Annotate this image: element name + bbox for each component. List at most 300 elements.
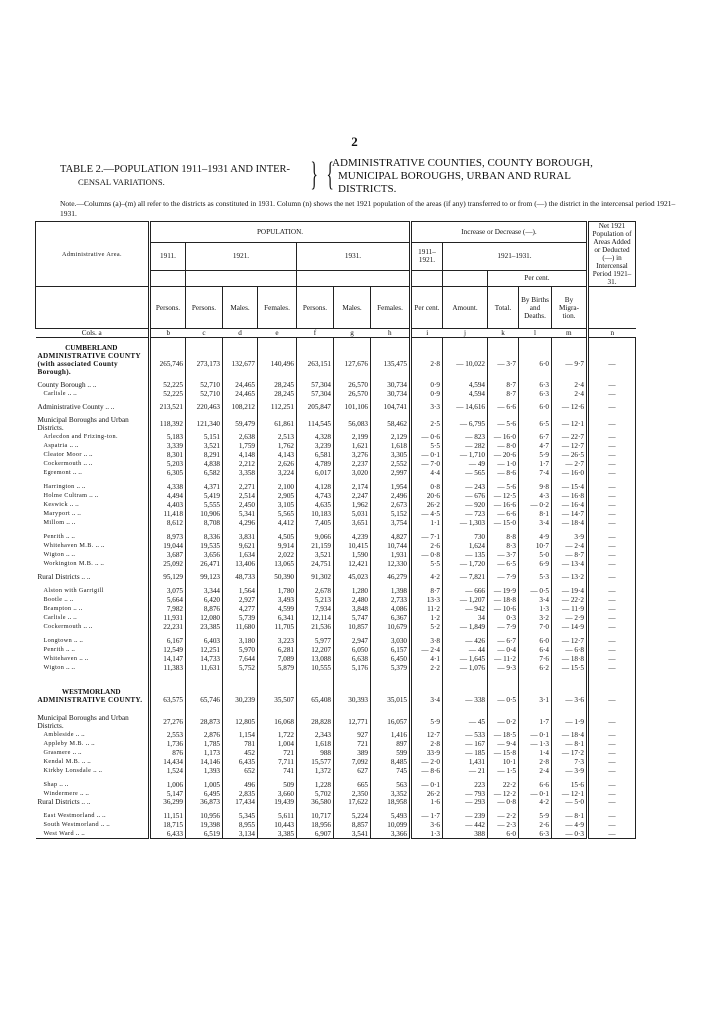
- cell-g: 3,020: [334, 468, 371, 477]
- cell-b: 5,183: [150, 432, 186, 441]
- table-title-line-1: TABLE 2.—POPULATION 1911–1931 AND INTER-: [60, 164, 291, 175]
- row-label-text: South Westmorland: [43, 821, 100, 828]
- cell-f: [297, 682, 334, 696]
- cell-k: 8·3: [488, 541, 519, 550]
- header-females-1931: Females.: [371, 287, 411, 329]
- cell-g: 2,247: [334, 491, 371, 500]
- row-label: [36, 381, 150, 389]
- cell-e: 2,100: [258, 482, 297, 491]
- cell-n: —: [588, 789, 636, 798]
- cell-f: 6,017: [297, 468, 334, 477]
- cell-d: 9,621: [223, 541, 258, 550]
- cell-i: 11·2: [411, 604, 443, 613]
- cell-b: 63,575: [150, 696, 186, 704]
- cell-k: — 6·5: [488, 559, 519, 568]
- cell-m: 3·9: [552, 532, 588, 541]
- cell-e: 2,513: [258, 432, 297, 441]
- row-label: [36, 509, 150, 518]
- cell-m: — 13·4: [552, 559, 588, 568]
- cell-i: [411, 682, 443, 696]
- row-label: [36, 730, 150, 739]
- cell-c: 99,123: [186, 573, 223, 581]
- table-scope-line-1: ADMINISTRATIVE COUNTIES, COUNTY BOROUGH,: [332, 157, 593, 169]
- cell-j: — 1,076: [443, 663, 488, 672]
- cell-i: — 2·4: [411, 645, 443, 654]
- row-label-text: Penrith: [43, 646, 65, 653]
- cell-e: 3,385: [258, 829, 297, 839]
- cell-e: 3,493: [258, 595, 297, 604]
- cell-h: 2,673: [371, 500, 411, 509]
- cell-e: 1,762: [258, 441, 297, 450]
- leader-dots: .. ..: [71, 468, 82, 476]
- cell-l: — 1·3: [519, 739, 552, 748]
- cell-c: 6,420: [186, 595, 223, 604]
- cell-l: 6·0: [519, 403, 552, 411]
- cell-j: — 185: [443, 748, 488, 757]
- cell-m: — 15·4: [552, 482, 588, 491]
- cell-i: — 2·0: [411, 757, 443, 766]
- cell-i: 12·7: [411, 730, 443, 739]
- cell-g: 5,176: [334, 663, 371, 672]
- header-males-1921: Males.: [223, 287, 258, 329]
- cell-c: 12,080: [186, 613, 223, 622]
- cell-j: — 1,207: [443, 595, 488, 604]
- cell-b: 3,687: [150, 550, 186, 559]
- row-label-text: Cleator Moor: [43, 451, 82, 458]
- cell-d: 12,805: [223, 714, 258, 730]
- cell-k: — 20·6: [488, 450, 519, 459]
- col-letter-h: h: [371, 329, 411, 338]
- cell-f: 36,580: [297, 798, 334, 806]
- cell-h: 5,152: [371, 509, 411, 518]
- cell-d: 3,358: [223, 468, 258, 477]
- cell-f: 57,304: [297, 381, 334, 389]
- cell-h: [371, 682, 411, 696]
- cell-n: —: [588, 541, 636, 550]
- cell-c: 2,876: [186, 730, 223, 739]
- cell-b: 1,736: [150, 739, 186, 748]
- cell-g: 3,541: [334, 829, 371, 839]
- cell-d: 1,759: [223, 441, 258, 450]
- cell-h: 1,416: [371, 730, 411, 739]
- cell-l: 6·3: [519, 389, 552, 398]
- cell-b: 95,129: [150, 573, 186, 581]
- cell-d: 5,970: [223, 645, 258, 654]
- leader-dots: .. ..: [79, 798, 91, 806]
- cell-l: — 0·5: [519, 586, 552, 595]
- cell-c: 12,251: [186, 645, 223, 654]
- cell-m: — 16·4: [552, 500, 588, 509]
- cell-d: 2,212: [223, 459, 258, 468]
- cell-m: — 14·7: [552, 509, 588, 518]
- cell-g: 2,947: [334, 636, 371, 645]
- cell-f: 5,702: [297, 789, 334, 798]
- cell-i: 26·2: [411, 789, 443, 798]
- cell-d: 2,638: [223, 432, 258, 441]
- cell-b: 2,553: [150, 730, 186, 739]
- cell-g: 56,083: [334, 416, 371, 432]
- cell-i: 4·2: [411, 573, 443, 581]
- cell-i: 5·5: [411, 559, 443, 568]
- row-label-text: Holme Cultram: [43, 492, 88, 499]
- cell-d: 7,644: [223, 654, 258, 663]
- table-title-line-2: CENSAL VARIATIONS.: [78, 177, 165, 187]
- table-row: [36, 441, 636, 450]
- table-row: [36, 389, 636, 398]
- cell-j: 223: [443, 780, 488, 789]
- cell-i: — 0·6: [411, 432, 443, 441]
- population-table: [35, 221, 636, 839]
- row-label: [36, 595, 150, 604]
- cell-d: 132,677: [223, 352, 258, 376]
- col-letter-b: b: [150, 329, 186, 338]
- cell-f: 21,536: [297, 622, 334, 631]
- leader-dots: .. ..: [67, 500, 79, 508]
- cell-g: 1,280: [334, 586, 371, 595]
- header-per-cent-group: Per cent.: [488, 270, 588, 286]
- cell-k: 0·3: [488, 613, 519, 622]
- cell-j: — 45: [443, 714, 488, 730]
- leader-dots: .. ..: [64, 532, 75, 540]
- cell-l: 3·4: [519, 595, 552, 604]
- cell-n: —: [588, 696, 636, 704]
- cell-m: [552, 338, 588, 353]
- cell-m: — 9·7: [552, 352, 588, 376]
- cell-m: — 12·7: [552, 636, 588, 645]
- row-label: [36, 829, 150, 839]
- cell-i: — 0·8: [411, 550, 443, 559]
- cell-m: — 8·7: [552, 550, 588, 559]
- cell-g: 3,848: [334, 604, 371, 613]
- cell-k: — 6·6: [488, 403, 519, 411]
- table-row: [36, 500, 636, 509]
- cell-h: 6,157: [371, 645, 411, 654]
- cell-h: 16,057: [371, 714, 411, 730]
- cell-n: —: [588, 500, 636, 509]
- table-row: [36, 432, 636, 441]
- cell-k: — 9·3: [488, 663, 519, 672]
- cell-g: 1,590: [334, 550, 371, 559]
- cell-n: —: [588, 663, 636, 672]
- row-label: [36, 403, 150, 411]
- cell-m: — 22·2: [552, 595, 588, 604]
- cell-k: — 8·6: [488, 468, 519, 477]
- cell-e: 4,143: [258, 450, 297, 459]
- cell-g: 4,239: [334, 532, 371, 541]
- cell-c: 5,555: [186, 500, 223, 509]
- cell-b: 8,973: [150, 532, 186, 541]
- row-label-text: Harrington: [43, 483, 75, 490]
- cell-b: 7,982: [150, 604, 186, 613]
- cell-l: 7·6: [519, 654, 552, 663]
- table-title: [60, 163, 310, 189]
- cell-c: 6,403: [186, 636, 223, 645]
- row-label: [36, 586, 150, 595]
- cell-b: 8,612: [150, 518, 186, 527]
- cell-m: — 6·8: [552, 645, 588, 654]
- cell-n: —: [588, 459, 636, 468]
- cell-j: — 49: [443, 459, 488, 468]
- cell-c: 220,463: [186, 403, 223, 411]
- row-label: [36, 482, 150, 491]
- cell-e: 5,879: [258, 663, 297, 672]
- cell-g: 2,350: [334, 789, 371, 798]
- cell-h: 12,330: [371, 559, 411, 568]
- cell-c: 65,746: [186, 696, 223, 704]
- table-row: [36, 730, 636, 739]
- cell-d: 4,296: [223, 518, 258, 527]
- cell-n: [588, 338, 636, 353]
- cell-d: 3,134: [223, 829, 258, 839]
- cell-g: 1,621: [334, 441, 371, 450]
- cell-f: 10,717: [297, 811, 334, 820]
- cell-m: — 18·4: [552, 730, 588, 739]
- cell-l: 4·2: [519, 798, 552, 806]
- row-label: [36, 500, 150, 509]
- col-letter-f: f: [297, 329, 334, 338]
- cell-j: — 21: [443, 766, 488, 775]
- cell-f: 263,151: [297, 352, 334, 376]
- row-label: [36, 389, 150, 398]
- header-1921: 1921.: [186, 243, 297, 271]
- cell-j: — 239: [443, 811, 488, 820]
- cell-n: [588, 682, 636, 696]
- cell-j: — 7,821: [443, 573, 488, 581]
- cell-k: — 0·2: [488, 714, 519, 730]
- row-label: [36, 352, 150, 376]
- table-row: [36, 663, 636, 672]
- cell-d: 8,955: [223, 820, 258, 829]
- cell-g: 26,570: [334, 381, 371, 389]
- cell-m: — 12·6: [552, 403, 588, 411]
- cell-h: 745: [371, 766, 411, 775]
- table-row: [36, 714, 636, 730]
- cell-g: 2,174: [334, 482, 371, 491]
- header-increase: Increase or Decrease (—).: [411, 222, 588, 243]
- cell-n: —: [588, 595, 636, 604]
- table-row: [36, 645, 636, 654]
- cell-f: 91,302: [297, 573, 334, 581]
- cell-l: 6·4: [519, 645, 552, 654]
- cell-c: 273,173: [186, 352, 223, 376]
- cell-m: — 11·9: [552, 604, 588, 613]
- cell-n: —: [588, 829, 636, 839]
- cell-l: [519, 682, 552, 696]
- cell-b: 18,715: [150, 820, 186, 829]
- cell-n: —: [588, 532, 636, 541]
- table-row: [36, 491, 636, 500]
- cell-c: 19,398: [186, 820, 223, 829]
- cell-c: 8,291: [186, 450, 223, 459]
- cell-h: 135,475: [371, 352, 411, 376]
- cell-j: — 442: [443, 820, 488, 829]
- cell-m: — 5·0: [552, 798, 588, 806]
- cell-m: — 18·4: [552, 518, 588, 527]
- row-label-text: Arlecdon and Frizing-ton.: [43, 433, 118, 440]
- cell-e: 50,390: [258, 573, 297, 581]
- table-row: [36, 541, 636, 550]
- cell-k: [488, 338, 519, 353]
- cell-d: 24,465: [223, 389, 258, 398]
- cell-c: 4,371: [186, 482, 223, 491]
- cell-e: 9,914: [258, 541, 297, 550]
- cell-j: — 338: [443, 696, 488, 704]
- cell-e: 3,105: [258, 500, 297, 509]
- cell-h: 3,352: [371, 789, 411, 798]
- cell-g: 101,106: [334, 403, 371, 411]
- cell-e: 5,611: [258, 811, 297, 820]
- cell-e: 3,660: [258, 789, 297, 798]
- cell-n: —: [588, 389, 636, 398]
- cell-i: — 4·5: [411, 509, 443, 518]
- cell-d: 2,450: [223, 500, 258, 509]
- cell-h: 30,734: [371, 389, 411, 398]
- cell-f: 13,088: [297, 654, 334, 663]
- cell-d: 781: [223, 739, 258, 748]
- cell-i: 3·6: [411, 820, 443, 829]
- cell-n: —: [588, 714, 636, 730]
- cell-h: 3,754: [371, 518, 411, 527]
- cell-j: 34: [443, 613, 488, 622]
- table-row: [36, 586, 636, 595]
- row-label-text: Grasmere: [43, 749, 71, 756]
- cell-l: [519, 338, 552, 353]
- cell-e: 4,412: [258, 518, 297, 527]
- row-label-text: Rural Districts: [37, 573, 80, 581]
- cell-k: 8·8: [488, 532, 519, 541]
- cell-l: 5·9: [519, 811, 552, 820]
- cell-f: 205,847: [297, 403, 334, 411]
- cell-d: 59,479: [223, 416, 258, 432]
- cell-f: 1,228: [297, 780, 334, 789]
- cell-l: 5·3: [519, 573, 552, 581]
- cell-j: — 10,022: [443, 352, 488, 376]
- leader-dots: .. ..: [94, 811, 106, 819]
- cell-m: — 16·0: [552, 468, 588, 477]
- cell-f: 2,678: [297, 586, 334, 595]
- cell-d: 652: [223, 766, 258, 775]
- row-label-text: Aspatria: [43, 442, 68, 449]
- cell-f: 24,751: [297, 559, 334, 568]
- cell-e: 2,905: [258, 491, 297, 500]
- header-1931: 1931.: [297, 243, 411, 271]
- cell-k: — 5·6: [488, 482, 519, 491]
- cell-k: — 0·8: [488, 798, 519, 806]
- cell-b: 4,403: [150, 500, 186, 509]
- cell-f: 12,207: [297, 645, 334, 654]
- cell-l: — 0·1: [519, 789, 552, 798]
- cell-f: 4,635: [297, 500, 334, 509]
- table-row: [36, 550, 636, 559]
- cell-h: 30,734: [371, 381, 411, 389]
- leader-dots: .. ..: [64, 663, 75, 671]
- cell-g: 30,393: [334, 696, 371, 704]
- table-row: [36, 766, 636, 775]
- cell-n: —: [588, 381, 636, 389]
- cell-d: 1,564: [223, 586, 258, 595]
- row-label: [36, 780, 150, 789]
- cell-b: 213,521: [150, 403, 186, 411]
- cell-h: 2,496: [371, 491, 411, 500]
- cell-n: —: [588, 518, 636, 527]
- cell-j: — 243: [443, 482, 488, 491]
- cell-k: [488, 682, 519, 696]
- cell-c: 36,873: [186, 798, 223, 806]
- cell-n: —: [588, 573, 636, 581]
- cell-i: 13·3: [411, 595, 443, 604]
- cell-j: — 676: [443, 491, 488, 500]
- cell-f: 6,581: [297, 450, 334, 459]
- cell-g: 10,857: [334, 622, 371, 631]
- row-label: [36, 789, 150, 798]
- cell-i: 3·3: [411, 403, 443, 411]
- cell-c: 28,873: [186, 714, 223, 730]
- cell-g: 3,276: [334, 450, 371, 459]
- cell-d: [223, 338, 258, 353]
- row-label-text: Whitehaven M.B.: [43, 542, 94, 549]
- row-label: [36, 550, 150, 559]
- cell-n: —: [588, 450, 636, 459]
- cell-d: 13,406: [223, 559, 258, 568]
- leader-dots: .. ..: [91, 766, 103, 774]
- row-label-text: Municipal Boroughs and Urban Districts.: [37, 416, 129, 432]
- row-label-text: Bootle: [43, 596, 63, 603]
- row-label: [36, 518, 150, 527]
- cell-j: 730: [443, 532, 488, 541]
- cell-i: — 7·1: [411, 532, 443, 541]
- leader-dots: .. ..: [99, 820, 110, 828]
- table-row: [36, 509, 636, 518]
- cell-l: 7·0: [519, 622, 552, 631]
- cell-i: 3·8: [411, 636, 443, 645]
- row-label-text: Longtown: [43, 637, 73, 644]
- cell-f: 4,743: [297, 491, 334, 500]
- row-label: [36, 696, 150, 704]
- cell-f: [297, 338, 334, 353]
- cell-c: 52,710: [186, 389, 223, 398]
- cell-j: — 723: [443, 509, 488, 518]
- cell-j: — 1,849: [443, 622, 488, 631]
- leader-dots: .. ..: [57, 780, 69, 788]
- row-label: [36, 432, 150, 441]
- row-label-text: Ambleside: [43, 731, 74, 738]
- cell-l: 3·2: [519, 613, 552, 622]
- cell-f: 10,183: [297, 509, 334, 518]
- cell-j: — 1,720: [443, 559, 488, 568]
- cell-l: 6·5: [519, 416, 552, 432]
- cell-b: 36,299: [150, 798, 186, 806]
- cell-b: 6,167: [150, 636, 186, 645]
- cell-h: 2,997: [371, 468, 411, 477]
- cell-n: —: [588, 820, 636, 829]
- cell-f: 4,789: [297, 459, 334, 468]
- col-letter-k: k: [488, 329, 519, 338]
- cell-f: 1,372: [297, 766, 334, 775]
- cell-g: 5,224: [334, 811, 371, 820]
- cell-e: 2,022: [258, 550, 297, 559]
- table-row: [36, 613, 636, 622]
- table-scope-line-3: DISTRICTS.: [338, 183, 397, 195]
- cell-l: 4·7: [519, 441, 552, 450]
- leader-dots: .. ..: [74, 482, 86, 490]
- row-label-text: West Ward: [43, 830, 74, 837]
- row-label-text: Keswick: [43, 501, 68, 508]
- cell-h: 5,379: [371, 663, 411, 672]
- cell-k: 6·0: [488, 829, 519, 839]
- cell-g: [334, 682, 371, 696]
- cell-i: 2·8: [411, 352, 443, 376]
- row-label-text: Penrith: [43, 533, 65, 540]
